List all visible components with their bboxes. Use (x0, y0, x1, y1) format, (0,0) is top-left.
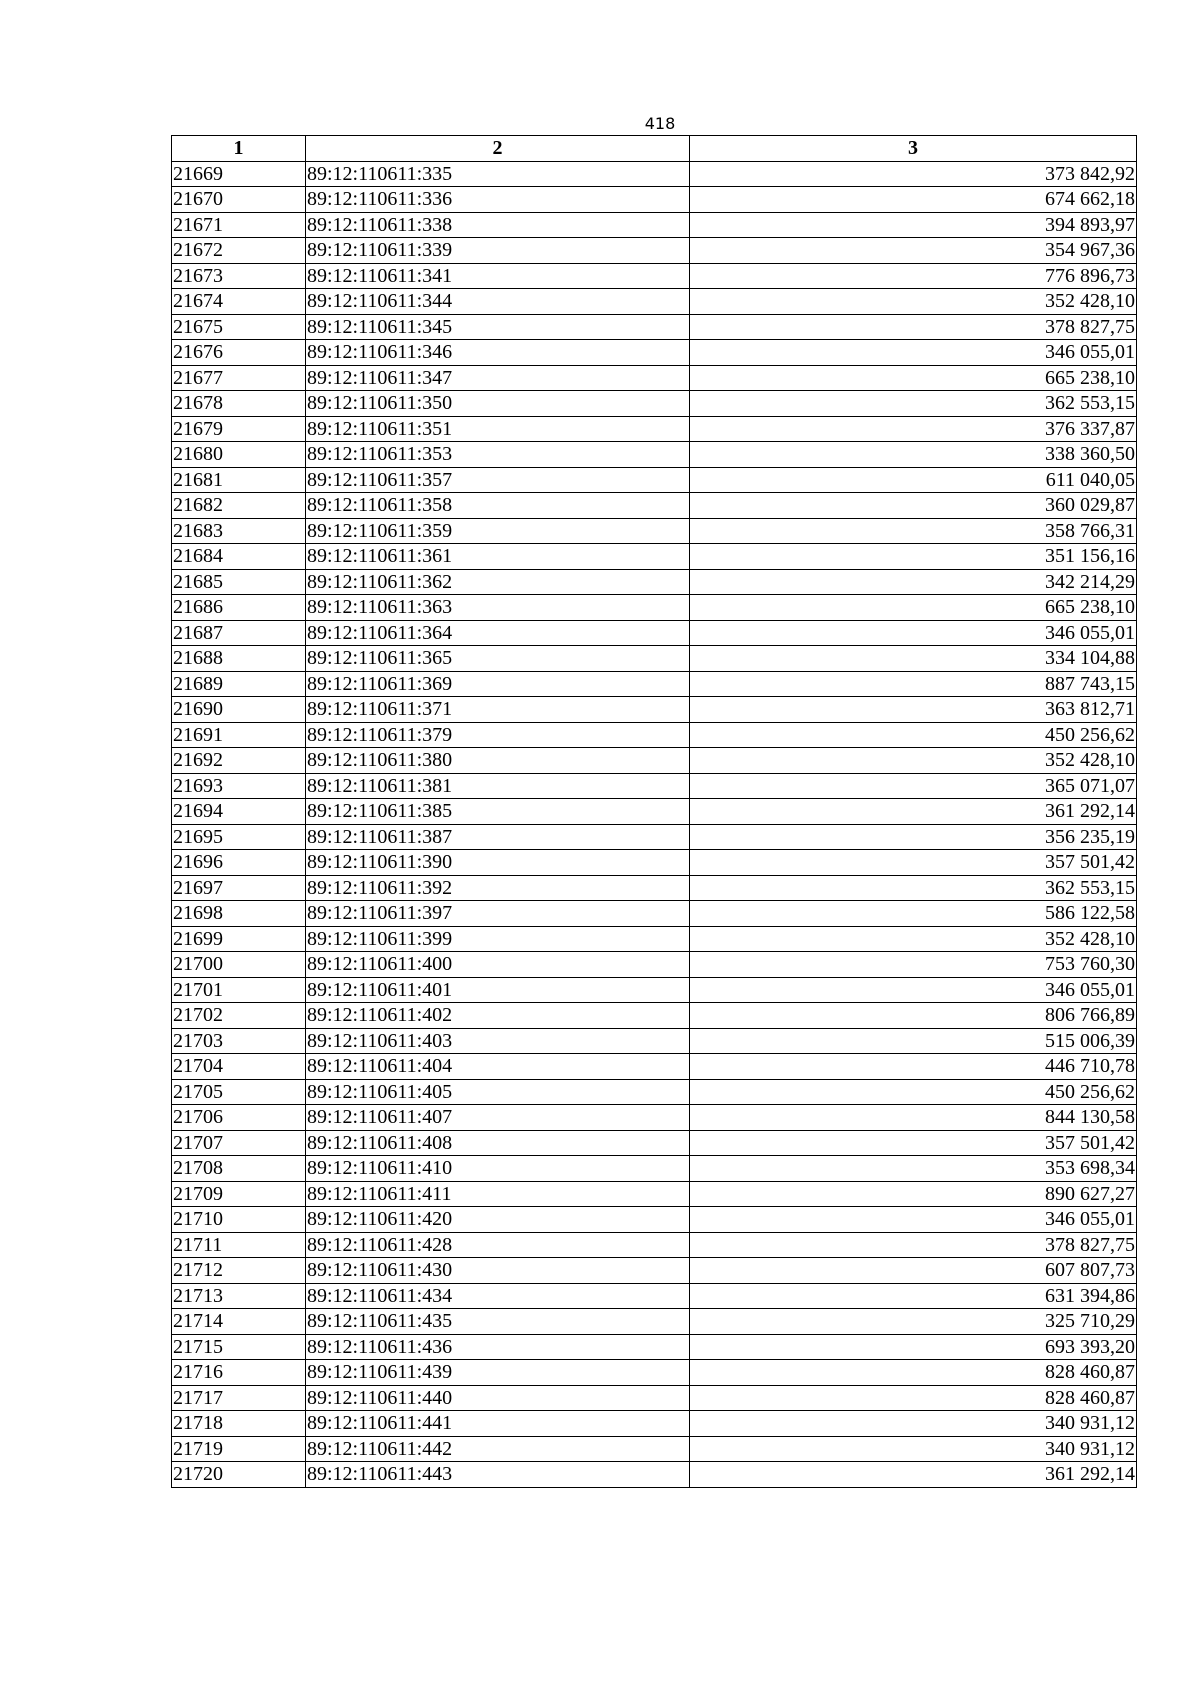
cadastral-number-cell: 89:12:110611:434 (306, 1283, 690, 1309)
table-row (172, 1054, 1137, 1080)
amount-cell: 346 055,01 (690, 977, 1137, 1003)
cadastral-number-cell: 89:12:110611:440 (306, 1385, 690, 1411)
amount-cell: 365 071,07 (690, 773, 1137, 799)
table-header (172, 136, 1137, 162)
row-number-cell: 21678 (172, 391, 306, 417)
row-number-cell: 21719 (172, 1436, 306, 1462)
table-row (172, 238, 1137, 264)
amount-cell: 378 827,75 (690, 1232, 1137, 1258)
table-row (172, 901, 1137, 927)
cadastral-number-cell: 89:12:110611:358 (306, 493, 690, 519)
row-number-cell: 21701 (172, 977, 306, 1003)
row-number-cell: 21694 (172, 799, 306, 825)
table-row (172, 722, 1137, 748)
amount-cell: 586 122,58 (690, 901, 1137, 927)
table-row (172, 1462, 1137, 1488)
row-number-cell: 21685 (172, 569, 306, 595)
cadastral-number-cell: 89:12:110611:335 (306, 161, 690, 187)
table-row (172, 1130, 1137, 1156)
cadastral-number-cell: 89:12:110611:359 (306, 518, 690, 544)
amount-cell: 806 766,89 (690, 1003, 1137, 1029)
table-row (172, 365, 1137, 391)
amount-cell: 363 812,71 (690, 697, 1137, 723)
amount-cell: 361 292,14 (690, 799, 1137, 825)
amount-cell: 340 931,12 (690, 1436, 1137, 1462)
row-number-cell: 21700 (172, 952, 306, 978)
table-row (172, 875, 1137, 901)
table-row (172, 1258, 1137, 1284)
cadastral-number-cell: 89:12:110611:364 (306, 620, 690, 646)
row-number-cell: 21716 (172, 1360, 306, 1386)
row-number-cell: 21686 (172, 595, 306, 621)
data-table (171, 135, 1137, 1488)
amount-cell: 356 235,19 (690, 824, 1137, 850)
cadastral-number-cell: 89:12:110611:361 (306, 544, 690, 570)
amount-cell: 450 256,62 (690, 722, 1137, 748)
cadastral-number-cell: 89:12:110611:403 (306, 1028, 690, 1054)
table-row (172, 748, 1137, 774)
cadastral-number-cell: 89:12:110611:411 (306, 1181, 690, 1207)
cadastral-number-cell: 89:12:110611:390 (306, 850, 690, 876)
row-number-cell: 21672 (172, 238, 306, 264)
amount-cell: 394 893,97 (690, 212, 1137, 238)
cadastral-number-cell: 89:12:110611:401 (306, 977, 690, 1003)
table-row (172, 646, 1137, 672)
row-number-cell: 21718 (172, 1411, 306, 1437)
amount-cell: 665 238,10 (690, 365, 1137, 391)
row-number-cell: 21706 (172, 1105, 306, 1131)
amount-cell: 776 896,73 (690, 263, 1137, 289)
table-row (172, 1181, 1137, 1207)
amount-cell: 351 156,16 (690, 544, 1137, 570)
row-number-cell: 21714 (172, 1309, 306, 1335)
table-row (172, 340, 1137, 366)
amount-cell: 753 760,30 (690, 952, 1137, 978)
row-number-cell: 21695 (172, 824, 306, 850)
row-number-cell: 21709 (172, 1181, 306, 1207)
amount-cell: 325 710,29 (690, 1309, 1137, 1335)
amount-cell: 342 214,29 (690, 569, 1137, 595)
row-number-cell: 21696 (172, 850, 306, 876)
table-row (172, 1028, 1137, 1054)
amount-cell: 631 394,86 (690, 1283, 1137, 1309)
row-number-cell: 21673 (172, 263, 306, 289)
table-row (172, 773, 1137, 799)
table-row (172, 416, 1137, 442)
table-row (172, 697, 1137, 723)
column-header-3: 3 (690, 136, 1137, 162)
table-row (172, 977, 1137, 1003)
row-number-cell: 21707 (172, 1130, 306, 1156)
cadastral-number-cell: 89:12:110611:363 (306, 595, 690, 621)
row-number-cell: 21677 (172, 365, 306, 391)
table-row (172, 314, 1137, 340)
amount-cell: 828 460,87 (690, 1385, 1137, 1411)
row-number-cell: 21681 (172, 467, 306, 493)
amount-cell: 362 553,15 (690, 875, 1137, 901)
table-row (172, 926, 1137, 952)
cadastral-number-cell: 89:12:110611:385 (306, 799, 690, 825)
cadastral-number-cell: 89:12:110611:439 (306, 1360, 690, 1386)
cadastral-number-cell: 89:12:110611:357 (306, 467, 690, 493)
amount-cell: 338 360,50 (690, 442, 1137, 468)
table-row (172, 952, 1137, 978)
amount-cell: 346 055,01 (690, 340, 1137, 366)
row-number-cell: 21708 (172, 1156, 306, 1182)
amount-cell: 828 460,87 (690, 1360, 1137, 1386)
header-row (172, 136, 1137, 162)
cadastral-number-cell: 89:12:110611:362 (306, 569, 690, 595)
cadastral-number-cell: 89:12:110611:345 (306, 314, 690, 340)
cadastral-number-cell: 89:12:110611:428 (306, 1232, 690, 1258)
amount-cell: 446 710,78 (690, 1054, 1137, 1080)
row-number-cell: 21698 (172, 901, 306, 927)
amount-cell: 340 931,12 (690, 1411, 1137, 1437)
cadastral-number-cell: 89:12:110611:351 (306, 416, 690, 442)
cadastral-number-cell: 89:12:110611:339 (306, 238, 690, 264)
table-row (172, 1079, 1137, 1105)
amount-cell: 352 428,10 (690, 926, 1137, 952)
amount-cell: 890 627,27 (690, 1181, 1137, 1207)
column-header-2: 2 (306, 136, 690, 162)
cadastral-number-cell: 89:12:110611:347 (306, 365, 690, 391)
row-number-cell: 21679 (172, 416, 306, 442)
row-number-cell: 21682 (172, 493, 306, 519)
cadastral-number-cell: 89:12:110611:442 (306, 1436, 690, 1462)
table-row (172, 824, 1137, 850)
table-body (172, 161, 1137, 1487)
row-number-cell: 21705 (172, 1079, 306, 1105)
cadastral-number-cell: 89:12:110611:365 (306, 646, 690, 672)
row-number-cell: 21676 (172, 340, 306, 366)
table-row (172, 289, 1137, 315)
table-row (172, 518, 1137, 544)
cadastral-number-cell: 89:12:110611:405 (306, 1079, 690, 1105)
cadastral-number-cell: 89:12:110611:441 (306, 1411, 690, 1437)
amount-cell: 665 238,10 (690, 595, 1137, 621)
table-row (172, 1232, 1137, 1258)
table-row (172, 161, 1137, 187)
row-number-cell: 21704 (172, 1054, 306, 1080)
cadastral-number-cell: 89:12:110611:404 (306, 1054, 690, 1080)
table-row (172, 1283, 1137, 1309)
table-row (172, 569, 1137, 595)
table-row (172, 1360, 1137, 1386)
row-number-cell: 21691 (172, 722, 306, 748)
row-number-cell: 21688 (172, 646, 306, 672)
page-number: 418 (644, 114, 676, 133)
row-number-cell: 21690 (172, 697, 306, 723)
cadastral-number-cell: 89:12:110611:436 (306, 1334, 690, 1360)
amount-cell: 450 256,62 (690, 1079, 1137, 1105)
cadastral-number-cell: 89:12:110611:353 (306, 442, 690, 468)
cadastral-number-cell: 89:12:110611:369 (306, 671, 690, 697)
amount-cell: 361 292,14 (690, 1462, 1137, 1488)
amount-cell: 353 698,34 (690, 1156, 1137, 1182)
row-number-cell: 21683 (172, 518, 306, 544)
table-row (172, 595, 1137, 621)
cadastral-number-cell: 89:12:110611:336 (306, 187, 690, 213)
amount-cell: 378 827,75 (690, 314, 1137, 340)
cadastral-number-cell: 89:12:110611:399 (306, 926, 690, 952)
cadastral-number-cell: 89:12:110611:371 (306, 697, 690, 723)
table-row (172, 850, 1137, 876)
amount-cell: 346 055,01 (690, 1207, 1137, 1233)
cadastral-number-cell: 89:12:110611:387 (306, 824, 690, 850)
table-row (172, 212, 1137, 238)
cadastral-number-cell: 89:12:110611:392 (306, 875, 690, 901)
row-number-cell: 21715 (172, 1334, 306, 1360)
table-row (172, 1309, 1137, 1335)
table-row (172, 1156, 1137, 1182)
table-row (172, 391, 1137, 417)
cadastral-number-cell: 89:12:110611:410 (306, 1156, 690, 1182)
row-number-cell: 21710 (172, 1207, 306, 1233)
row-number-cell: 21675 (172, 314, 306, 340)
row-number-cell: 21689 (172, 671, 306, 697)
row-number-cell: 21702 (172, 1003, 306, 1029)
table-row (172, 1411, 1137, 1437)
table-row (172, 799, 1137, 825)
cadastral-number-cell: 89:12:110611:397 (306, 901, 690, 927)
cadastral-number-cell: 89:12:110611:430 (306, 1258, 690, 1284)
row-number-cell: 21687 (172, 620, 306, 646)
cadastral-number-cell: 89:12:110611:380 (306, 748, 690, 774)
table-row (172, 493, 1137, 519)
row-number-cell: 21684 (172, 544, 306, 570)
cadastral-number-cell: 89:12:110611:408 (306, 1130, 690, 1156)
amount-cell: 362 553,15 (690, 391, 1137, 417)
table-row (172, 263, 1137, 289)
cadastral-number-cell: 89:12:110611:435 (306, 1309, 690, 1335)
cadastral-number-cell: 89:12:110611:344 (306, 289, 690, 315)
cadastral-number-cell: 89:12:110611:350 (306, 391, 690, 417)
amount-cell: 693 393,20 (690, 1334, 1137, 1360)
amount-cell: 334 104,88 (690, 646, 1137, 672)
row-number-cell: 21713 (172, 1283, 306, 1309)
row-number-cell: 21717 (172, 1385, 306, 1411)
row-number-cell: 21697 (172, 875, 306, 901)
amount-cell: 674 662,18 (690, 187, 1137, 213)
cadastral-number-cell: 89:12:110611:443 (306, 1462, 690, 1488)
cadastral-number-cell: 89:12:110611:338 (306, 212, 690, 238)
amount-cell: 352 428,10 (690, 748, 1137, 774)
cadastral-number-cell: 89:12:110611:381 (306, 773, 690, 799)
amount-cell: 373 842,92 (690, 161, 1137, 187)
cadastral-number-cell: 89:12:110611:420 (306, 1207, 690, 1233)
amount-cell: 887 743,15 (690, 671, 1137, 697)
table-row (172, 187, 1137, 213)
table-row (172, 671, 1137, 697)
table-row (172, 1207, 1137, 1233)
table-row (172, 1385, 1137, 1411)
row-number-cell: 21712 (172, 1258, 306, 1284)
row-number-cell: 21693 (172, 773, 306, 799)
cadastral-number-cell: 89:12:110611:379 (306, 722, 690, 748)
amount-cell: 376 337,87 (690, 416, 1137, 442)
table-row (172, 1105, 1137, 1131)
row-number-cell: 21674 (172, 289, 306, 315)
amount-cell: 352 428,10 (690, 289, 1137, 315)
amount-cell: 358 766,31 (690, 518, 1137, 544)
column-header-1: 1 (172, 136, 306, 162)
table-row (172, 467, 1137, 493)
row-number-cell: 21680 (172, 442, 306, 468)
amount-cell: 357 501,42 (690, 1130, 1137, 1156)
amount-cell: 346 055,01 (690, 620, 1137, 646)
row-number-cell: 21703 (172, 1028, 306, 1054)
amount-cell: 844 130,58 (690, 1105, 1137, 1131)
table-row (172, 544, 1137, 570)
row-number-cell: 21699 (172, 926, 306, 952)
row-number-cell: 21720 (172, 1462, 306, 1488)
row-number-cell: 21671 (172, 212, 306, 238)
amount-cell: 357 501,42 (690, 850, 1137, 876)
row-number-cell: 21669 (172, 161, 306, 187)
amount-cell: 515 006,39 (690, 1028, 1137, 1054)
cadastral-number-cell: 89:12:110611:407 (306, 1105, 690, 1131)
cadastral-number-cell: 89:12:110611:402 (306, 1003, 690, 1029)
table-row (172, 620, 1137, 646)
amount-cell: 354 967,36 (690, 238, 1137, 264)
row-number-cell: 21692 (172, 748, 306, 774)
amount-cell: 607 807,73 (690, 1258, 1137, 1284)
cadastral-number-cell: 89:12:110611:341 (306, 263, 690, 289)
cadastral-number-cell: 89:12:110611:346 (306, 340, 690, 366)
amount-cell: 611 040,05 (690, 467, 1137, 493)
table-row (172, 1003, 1137, 1029)
cadastral-number-cell: 89:12:110611:400 (306, 952, 690, 978)
table-row (172, 1436, 1137, 1462)
amount-cell: 360 029,87 (690, 493, 1137, 519)
row-number-cell: 21711 (172, 1232, 306, 1258)
table-row (172, 1334, 1137, 1360)
row-number-cell: 21670 (172, 187, 306, 213)
table-row (172, 442, 1137, 468)
